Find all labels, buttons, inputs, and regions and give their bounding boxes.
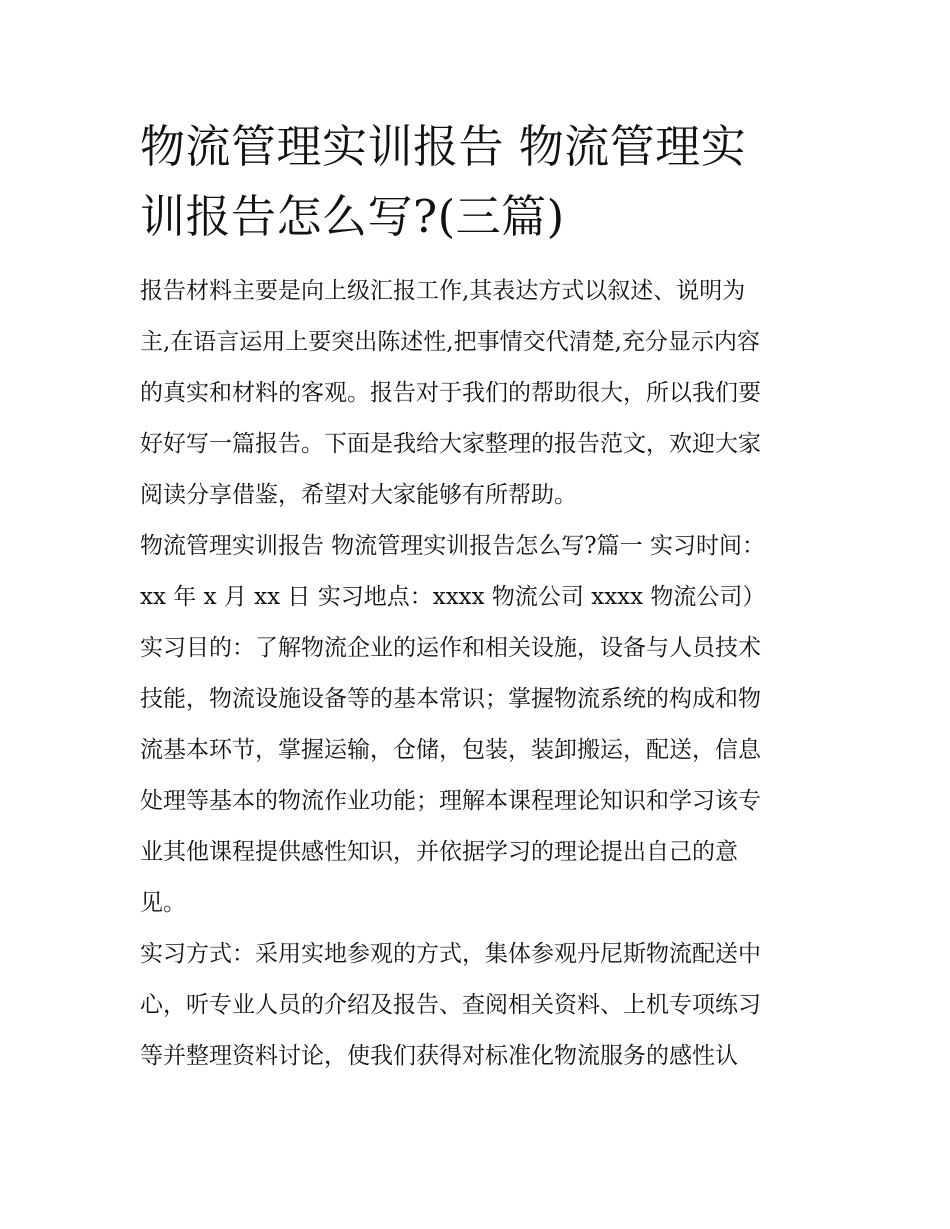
text-line-6: 物流管理实训报告 物流管理实训报告怎么写?篇一 实习时间： bbox=[140, 533, 765, 559]
text-line-16: 等并整理资料讨论，使我们获得对标准化物流服务的感性认 bbox=[140, 1043, 738, 1069]
title-line-1: 物流管理实训报告 物流管理实 bbox=[140, 120, 747, 173]
title-line-2: 训报告怎么写?(三篇) bbox=[140, 190, 565, 243]
document-body bbox=[140, 266, 830, 1082]
document-title bbox=[140, 112, 830, 252]
text-line-7: xx 年 x 月 xx 日 实习地点：xxxx 物流公司 xxxx 物流公司） bbox=[140, 584, 766, 610]
text-line-2: 主,在语言运用上要突出陈述性,把事情交代清楚,充分显示内容 bbox=[140, 329, 760, 355]
text-line-1: 报告材料主要是向上级汇报工作,其表达方式以叙述、说明为 bbox=[140, 278, 746, 304]
text-line-3: 的真实和材料的客观。报告对于我们的帮助很大，所以我们要 bbox=[140, 380, 761, 406]
text-line-10: 流基本环节，掌握运输，仓储，包装，装卸搬运，配送，信息 bbox=[140, 737, 761, 763]
text-line-8: 实习目的：了解物流企业的运作和相关设施，设备与人员技术 bbox=[140, 635, 761, 661]
text-line-12: 业其他课程提供感性知识，并依据学习的理论提出自己的意 bbox=[140, 839, 738, 865]
text-line-9: 技能，物流设施设备等的基本常识；掌握物流系统的构成和物 bbox=[140, 686, 761, 712]
text-line-14: 实习方式：采用实地参观的方式，集体参观丹尼斯物流配送中 bbox=[140, 941, 761, 967]
text-line-15: 心，听专业人员的介绍及报告、查阅相关资料、上机专项练习 bbox=[140, 992, 761, 1018]
text-line-13: 见。 bbox=[140, 890, 186, 916]
text-line-5: 阅读分享借鉴，希望对大家能够有所帮助。 bbox=[140, 482, 577, 508]
text-line-4: 好好写一篇报告。下面是我给大家整理的报告范文，欢迎大家 bbox=[140, 431, 761, 457]
text-line-11: 处理等基本的物流作业功能；理解本课程理论知识和学习该专 bbox=[140, 788, 761, 814]
document-content bbox=[140, 112, 830, 1082]
